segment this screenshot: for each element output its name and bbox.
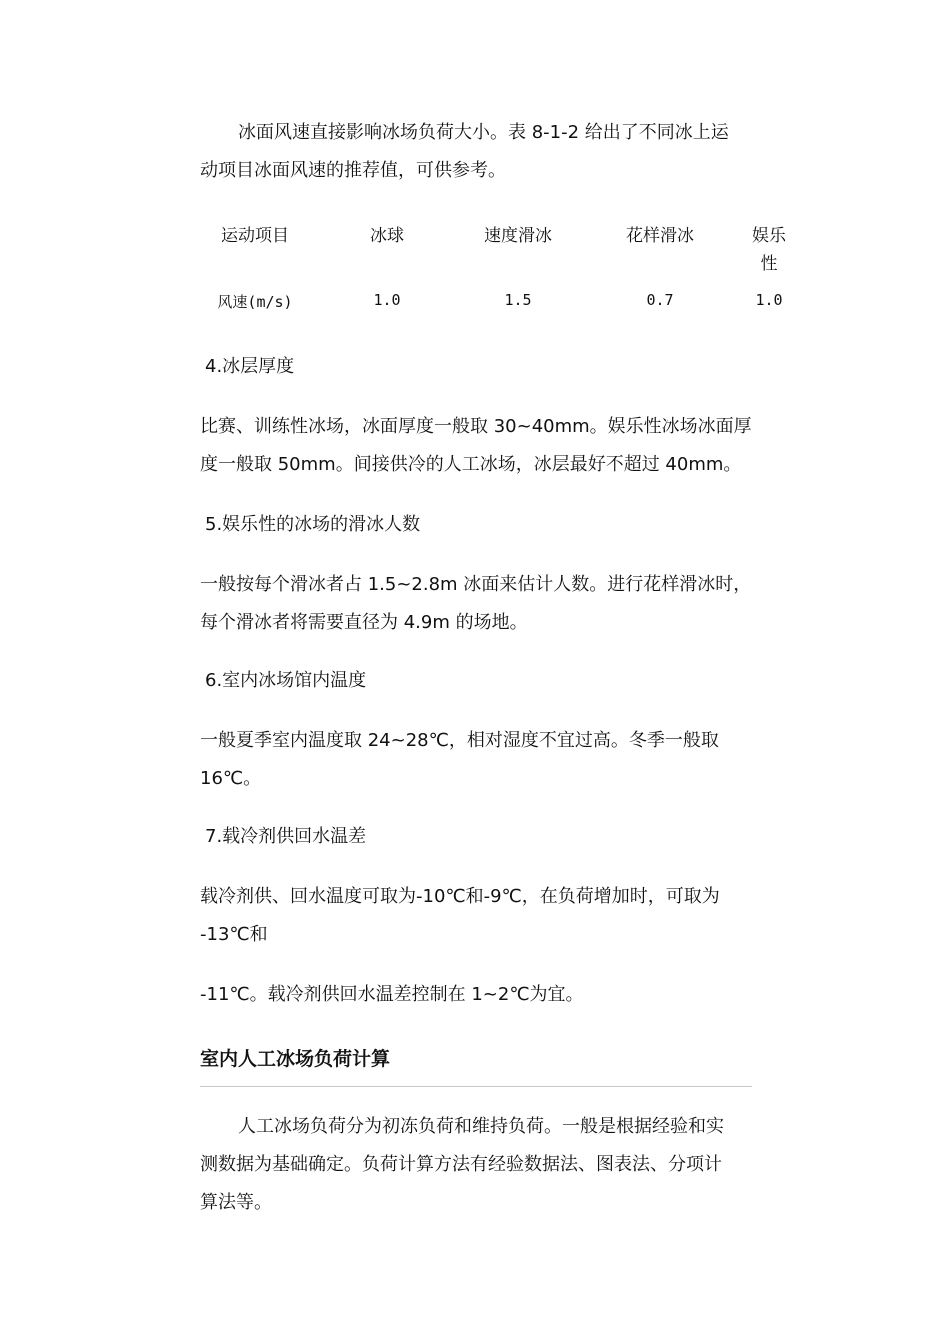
paragraph-skater-count: [200, 566, 770, 642]
table-header-hockey: 冰球: [370, 226, 404, 246]
table-cell-figure-skating: 0.7: [646, 291, 674, 309]
heading-skater-count: 5.娱乐性的冰场的滑冰人数: [205, 514, 421, 535]
table-header-sport: 运动项目: [221, 226, 289, 246]
paragraph-line: 比赛、训练性冰场，冰面厚度一般取 30~40mm。娱乐性冰场冰面厚: [200, 416, 752, 437]
table-cell-speed-skating: 1.5: [504, 291, 532, 309]
table-header-recreational: [740, 222, 798, 278]
table-cell-hockey: 1.0: [373, 291, 401, 309]
paragraph-line: -13℃和: [200, 924, 268, 945]
table-header-figure-skating: 花样滑冰: [626, 226, 694, 246]
paragraph-line: 测数据为基础确定。负荷计算方法有经验数据法、图表法、分项计: [200, 1154, 722, 1175]
table-header-speed-skating: 速度滑冰: [484, 226, 552, 246]
intro-line-2: 动项目冰面风速的推荐值，可供参考。: [200, 160, 506, 181]
paragraph-line: 一般夏季室内温度取 24~28℃，相对湿度不宜过高。冬季一般取: [200, 730, 719, 751]
table-header-recreational-line-1: 娱乐: [752, 226, 786, 246]
paragraph-coolant-temp-diff: [200, 878, 770, 954]
paragraph-line: 一般按每个滑冰者占 1.5~2.8m 冰面来估计人数。进行花样滑冰时，: [200, 574, 752, 595]
table-header-recreational-line-2: 性: [760, 254, 778, 274]
heading-ice-thickness: 4.冰层厚度: [205, 356, 295, 377]
section-paragraph: [200, 1108, 770, 1222]
section-divider: [200, 1086, 752, 1087]
paragraph-ice-thickness: [200, 408, 770, 484]
paragraph-coolant-temp-diff-cont: [200, 976, 770, 1014]
paragraph-line: 载冷剂供、回水温度可取为-10℃和-9℃，在负荷增加时，可取为: [200, 886, 720, 907]
table-row-label: 风速(m/s): [217, 293, 293, 311]
paragraph-indoor-temperature: [200, 722, 770, 798]
heading-coolant-temp-diff: 7.载冷剂供回水温差: [205, 826, 367, 847]
heading-indoor-temperature: 6.室内冰场馆内温度: [205, 670, 367, 691]
paragraph-line: 每个滑冰者将需要直径为 4.9m 的场地。: [200, 612, 528, 633]
paragraph-line: -11℃。载冷剂供回水温差控制在 1~2℃为宜。: [200, 984, 584, 1005]
intro-line-1: 冰面风速直接影响冰场负荷大小。表 8-1-2 给出了不同冰上运: [238, 122, 729, 143]
section-title: 室内人工冰场负荷计算: [200, 1048, 391, 1070]
table-cell-recreational: 1.0: [755, 291, 783, 309]
paragraph-line: 16℃。: [200, 768, 262, 789]
intro-paragraph: [200, 114, 760, 190]
paragraph-line: 人工冰场负荷分为初冻负荷和维持负荷。一般是根据经验和实: [238, 1116, 724, 1137]
paragraph-line: 度一般取 50mm。间接供冷的人工冰场，冰层最好不超过 40mm。: [200, 454, 742, 475]
paragraph-line: 算法等。: [200, 1192, 272, 1213]
